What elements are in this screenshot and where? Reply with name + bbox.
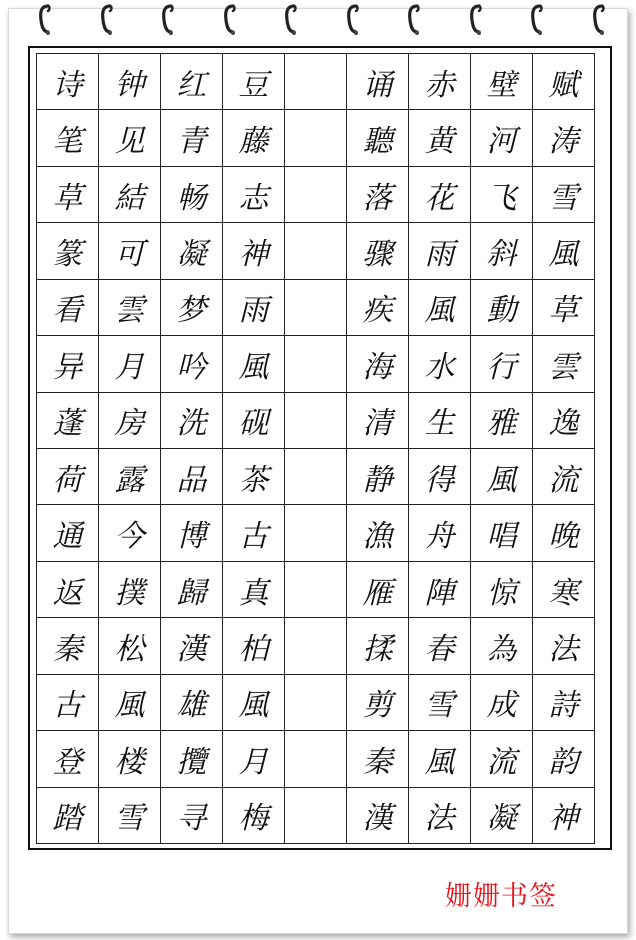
character-cell: 雪 — [532, 166, 595, 223]
spiral-ring — [592, 2, 606, 36]
character-cell: 成 — [470, 674, 533, 731]
character-cell: 飞 — [470, 166, 533, 223]
character-cell: 逸 — [532, 392, 595, 449]
character-cell: 青 — [160, 109, 223, 166]
character-cell: 舟 — [408, 504, 471, 561]
character-cell: 松 — [98, 617, 161, 674]
character-cell: 法 — [408, 787, 471, 844]
character-cell: 流 — [470, 730, 533, 787]
character-cell: 古 — [222, 504, 285, 561]
character-cell: 斜 — [470, 222, 533, 279]
character-cell: 志 — [222, 166, 285, 223]
character-cell: 風 — [532, 222, 595, 279]
character-cell: 诗 — [36, 53, 99, 110]
character-cell: 凝 — [470, 787, 533, 844]
spiral-ring — [530, 2, 544, 36]
character-cell: 古 — [36, 674, 99, 731]
character-cell: 雨 — [408, 222, 471, 279]
character-cell: 柏 — [222, 617, 285, 674]
character-cell: 水 — [408, 335, 471, 392]
character-cell: 行 — [470, 335, 533, 392]
character-cell: 月 — [222, 730, 285, 787]
character-cell: 涛 — [532, 109, 595, 166]
character-cell: 赋 — [532, 53, 595, 110]
grid-gap-cell — [284, 504, 347, 561]
character-cell: 藤 — [222, 109, 285, 166]
character-cell: 歸 — [160, 561, 223, 618]
character-cell: 惊 — [470, 561, 533, 618]
character-cell: 風 — [98, 674, 161, 731]
grid-gap-cell — [284, 674, 347, 731]
character-cell: 雁 — [346, 561, 409, 618]
character-cell: 月 — [98, 335, 161, 392]
character-cell: 風 — [408, 730, 471, 787]
character-cell: 清 — [346, 392, 409, 449]
character-cell: 陣 — [408, 561, 471, 618]
character-cell: 可 — [98, 222, 161, 279]
character-cell: 漁 — [346, 504, 409, 561]
character-cell: 茶 — [222, 448, 285, 505]
character-cell: 草 — [532, 279, 595, 336]
character-cell: 洗 — [160, 392, 223, 449]
character-cell: 花 — [408, 166, 471, 223]
character-cell: 赤 — [408, 53, 471, 110]
character-cell: 風 — [222, 674, 285, 731]
grid-gap-cell — [284, 222, 347, 279]
character-cell: 風 — [470, 448, 533, 505]
character-cell: 骤 — [346, 222, 409, 279]
spiral-ring — [161, 2, 175, 36]
character-cell: 風 — [222, 335, 285, 392]
character-cell: 蓬 — [36, 392, 99, 449]
character-cell: 神 — [532, 787, 595, 844]
character-cell: 见 — [98, 109, 161, 166]
character-cell: 疾 — [346, 279, 409, 336]
character-cell: 砚 — [222, 392, 285, 449]
character-cell: 聽 — [346, 109, 409, 166]
character-cell: 豆 — [222, 53, 285, 110]
character-cell: 秦 — [346, 730, 409, 787]
grid-gap-cell — [284, 787, 347, 844]
character-cell: 荷 — [36, 448, 99, 505]
character-cell: 品 — [160, 448, 223, 505]
character-cell: 詩 — [532, 674, 595, 731]
character-cell: 雲 — [532, 335, 595, 392]
character-cell: 雅 — [470, 392, 533, 449]
character-cell: 梅 — [222, 787, 285, 844]
grid-gap-cell — [284, 279, 347, 336]
character-cell: 博 — [160, 504, 223, 561]
grid-gap-cell — [284, 617, 347, 674]
character-cell: 看 — [36, 279, 99, 336]
character-cell: 真 — [222, 561, 285, 618]
character-cell: 唱 — [470, 504, 533, 561]
grid-gap-cell — [284, 53, 347, 110]
character-cell: 春 — [408, 617, 471, 674]
character-cell: 寻 — [160, 787, 223, 844]
character-cell: 凝 — [160, 222, 223, 279]
character-cell: 黄 — [408, 109, 471, 166]
character-cell: 攬 — [160, 730, 223, 787]
character-cell: 畅 — [160, 166, 223, 223]
grid-gap-cell — [284, 561, 347, 618]
character-cell: 撲 — [98, 561, 161, 618]
character-cell: 返 — [36, 561, 99, 618]
character-cell: 為 — [470, 617, 533, 674]
character-cell: 秦 — [36, 617, 99, 674]
grid-gap-cell — [284, 392, 347, 449]
character-cell: 流 — [532, 448, 595, 505]
grid-gap-cell — [284, 448, 347, 505]
character-cell: 诵 — [346, 53, 409, 110]
character-cell: 笔 — [36, 109, 99, 166]
character-cell: 登 — [36, 730, 99, 787]
character-cell: 動 — [470, 279, 533, 336]
character-cell: 雨 — [222, 279, 285, 336]
character-cell: 房 — [98, 392, 161, 449]
character-cell: 楼 — [98, 730, 161, 787]
character-cell: 静 — [346, 448, 409, 505]
character-cell: 風 — [408, 279, 471, 336]
watermark-label: 姗姗书签 — [445, 881, 557, 912]
character-cell: 壁 — [470, 53, 533, 110]
spiral-ring — [407, 2, 421, 36]
grid-gap-cell — [284, 109, 347, 166]
character-cell: 海 — [346, 335, 409, 392]
spiral-ring — [223, 2, 237, 36]
character-cell: 雲 — [98, 279, 161, 336]
character-cell: 法 — [532, 617, 595, 674]
character-cell: 草 — [36, 166, 99, 223]
character-cell: 红 — [160, 53, 223, 110]
character-cell: 吟 — [160, 335, 223, 392]
grid-gap-cell — [284, 335, 347, 392]
character-cell: 剪 — [346, 674, 409, 731]
spiral-binding — [0, 0, 636, 40]
character-cell: 結 — [98, 166, 161, 223]
character-cell: 生 — [408, 392, 471, 449]
character-cell: 通 — [36, 504, 99, 561]
character-cell: 漢 — [346, 787, 409, 844]
character-cell: 今 — [98, 504, 161, 561]
grid-gap-cell — [284, 730, 347, 787]
character-cell: 晚 — [532, 504, 595, 561]
character-cell: 露 — [98, 448, 161, 505]
character-cell: 篆 — [36, 222, 99, 279]
character-cell: 寒 — [532, 561, 595, 618]
spiral-ring — [100, 2, 114, 36]
character-cell: 落 — [346, 166, 409, 223]
character-cell: 漢 — [160, 617, 223, 674]
character-cell: 雪 — [408, 674, 471, 731]
grid-gap-cell — [284, 166, 347, 223]
character-cell: 揉 — [346, 617, 409, 674]
character-cell: 异 — [36, 335, 99, 392]
character-cell: 雄 — [160, 674, 223, 731]
spiral-ring — [346, 2, 360, 36]
calligraphy-grid — [36, 53, 602, 843]
character-cell: 踏 — [36, 787, 99, 844]
character-cell: 钟 — [98, 53, 161, 110]
spiral-ring — [469, 2, 483, 36]
spiral-ring — [284, 2, 298, 36]
character-cell: 雪 — [98, 787, 161, 844]
character-cell: 得 — [408, 448, 471, 505]
spiral-ring — [38, 2, 52, 36]
character-cell: 河 — [470, 109, 533, 166]
character-cell: 神 — [222, 222, 285, 279]
character-cell: 梦 — [160, 279, 223, 336]
character-cell: 韵 — [532, 730, 595, 787]
